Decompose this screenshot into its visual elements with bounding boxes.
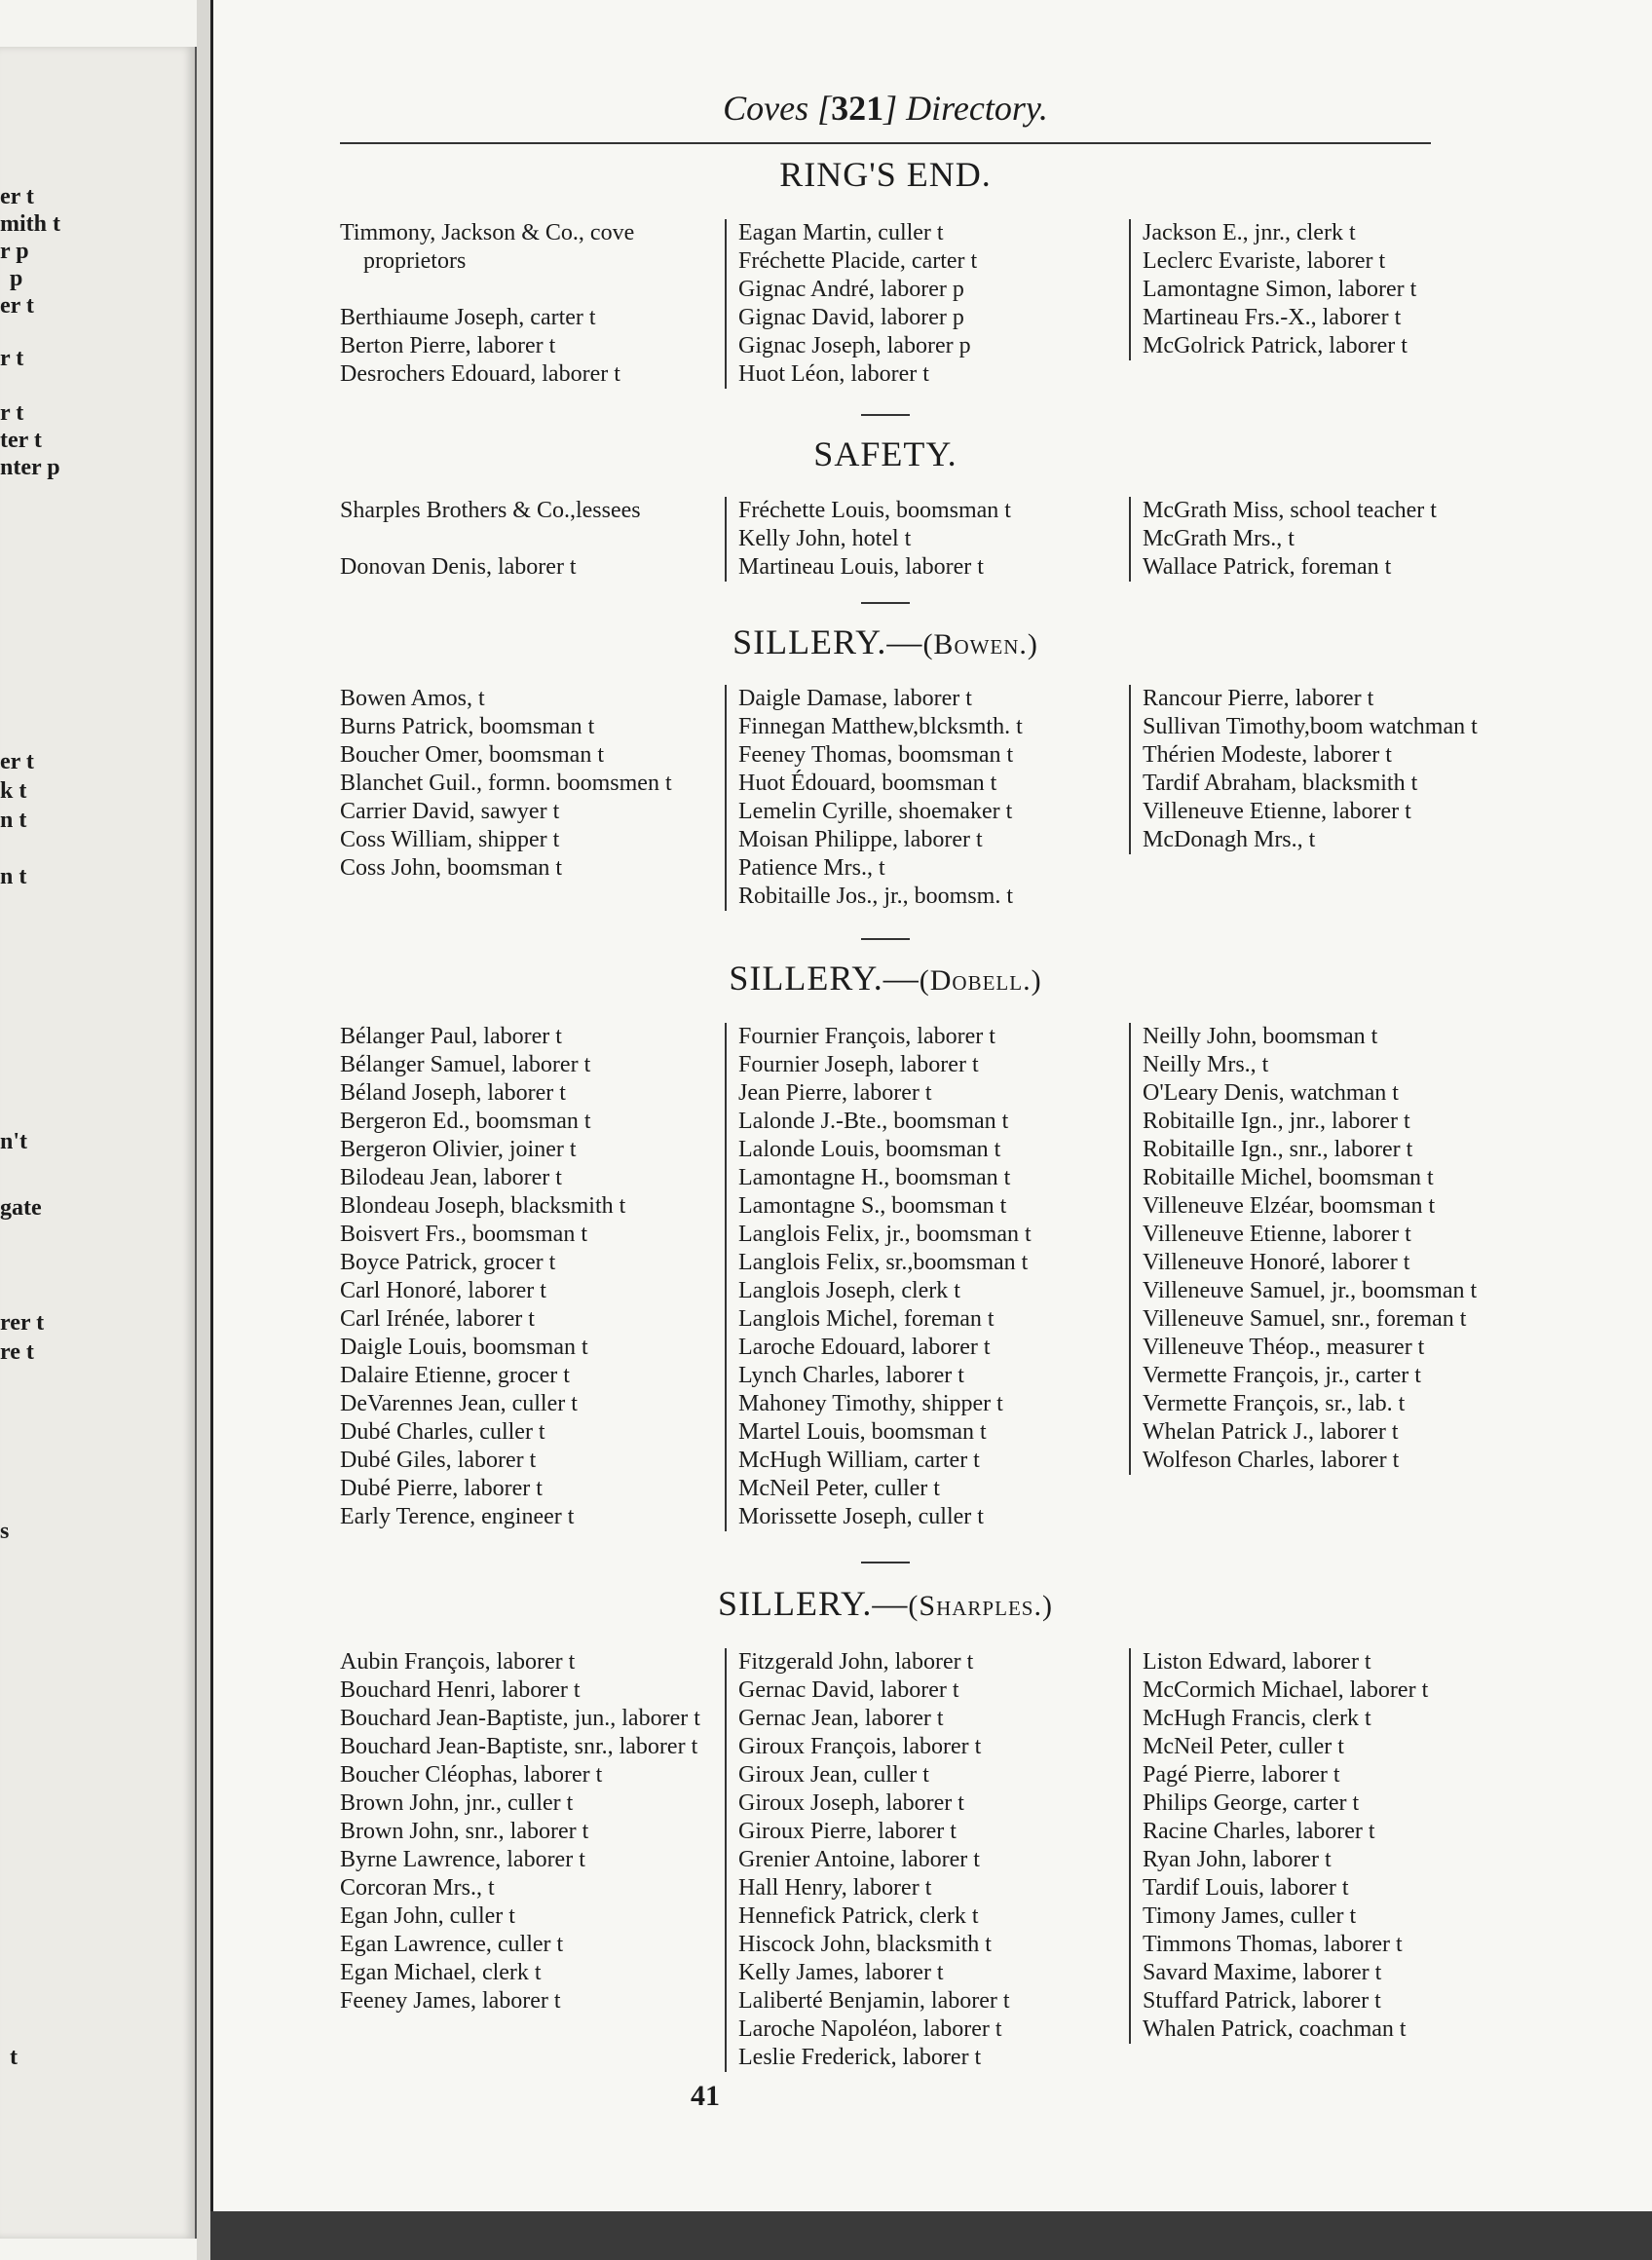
column-1 — [340, 1023, 715, 1531]
directory-entry: Hiscock John, blacksmith t — [738, 1932, 992, 1957]
directory-entry: Mahoney Timothy, shipper t — [738, 1391, 1003, 1416]
directory-entry: Huot Édouard, boomsman t — [738, 771, 997, 796]
directory-entry: Lalonde J.-Bte., boomsman t — [738, 1109, 1009, 1134]
directory-entry: Tardif Abraham, blacksmith t — [1143, 771, 1418, 796]
directory-entry: Boyce Patrick, grocer t — [340, 1250, 556, 1275]
directory-entry: Ryan John, laborer t — [1143, 1847, 1332, 1872]
directory-entry: Giroux François, laborer t — [738, 1734, 982, 1759]
directory-entry: Giroux Pierre, laborer t — [738, 1819, 957, 1844]
directory-entry: McCormich Michael, laborer t — [1143, 1677, 1429, 1703]
directory-entry: Vermette François, sr., lab. t — [1143, 1391, 1406, 1416]
directory-entry: Villeneuve Théop., measurer t — [1143, 1335, 1425, 1360]
directory-entry: Jackson E., jnr., clerk t — [1143, 220, 1356, 245]
directory-entry: DeVarennes Jean, culler t — [340, 1391, 578, 1416]
section-title-rings-end: RING'S END. — [779, 155, 992, 194]
directory-entry: Béland Joseph, laborer t — [340, 1080, 566, 1106]
column-3 — [1129, 219, 1527, 360]
directory-entry: Dubé Giles, laborer t — [340, 1448, 537, 1473]
directory-entry: Neilly John, boomsman t — [1143, 1024, 1378, 1049]
directory-entry: Dubé Charles, culler t — [340, 1419, 545, 1445]
left-fragment: re t — [0, 1339, 34, 1365]
column-3 — [1129, 685, 1527, 854]
left-fragment: rer t — [0, 1310, 45, 1336]
directory-entry: Racine Charles, laborer t — [1143, 1819, 1375, 1844]
directory-entry: Lynch Charles, laborer t — [738, 1363, 964, 1388]
directory-entry: Huot Léon, laborer t — [738, 361, 929, 387]
directory-entry: Carl Irénée, laborer t — [340, 1306, 535, 1332]
directory-entry: Blanchet Guil., formn. boomsmen t — [340, 771, 672, 796]
directory-entry: Timmony, Jackson & Co., cove proprietors — [340, 220, 635, 274]
directory-entry: McGrath Mrs., t — [1143, 526, 1295, 551]
directory-entry: Fournier Joseph, laborer t — [738, 1052, 979, 1077]
book-gutter — [197, 0, 210, 2260]
directory-entry: Carrier David, sawyer t — [340, 799, 560, 824]
scan-bottom-edge — [210, 2211, 1652, 2260]
directory-entry: Lamontagne Simon, laborer t — [1143, 277, 1417, 302]
column-3 — [1129, 1023, 1527, 1475]
directory-entry: Gignac André, laborer p — [738, 277, 964, 302]
directory-entry: Bergeron Ed., boomsman t — [340, 1109, 591, 1134]
directory-entry: Villeneuve Elzéar, boomsman t — [1143, 1193, 1436, 1219]
directory-entry: Robitaille Ign., jnr., laborer t — [1143, 1109, 1410, 1134]
directory-entry: Bowen Amos, t — [340, 686, 485, 711]
left-fragment: er t — [0, 293, 34, 319]
directory-entry: Corcoran Mrs., t — [340, 1875, 495, 1901]
directory-page — [210, 0, 1652, 2260]
directory-entry: Desrochers Edouard, laborer t — [340, 361, 620, 387]
directory-entry: Laliberté Benjamin, laborer t — [738, 1988, 1010, 2014]
header-rule — [340, 142, 1431, 144]
directory-entry: Vermette François, jr., carter t — [1143, 1363, 1421, 1388]
section-divider — [861, 414, 910, 416]
entry-spacer — [340, 276, 715, 304]
directory-entry: McNeil Peter, culler t — [738, 1476, 940, 1501]
left-fragment: mith t — [0, 211, 60, 237]
directory-entry: Laroche Napoléon, laborer t — [738, 2016, 1002, 2042]
directory-entry: Berthiaume Joseph, carter t — [340, 305, 596, 330]
entry-spacer — [340, 525, 715, 553]
left-fragment: er t — [0, 184, 34, 209]
column-3 — [1129, 1648, 1527, 2044]
left-fragment: n t — [0, 864, 27, 889]
directory-entry: Moisan Philippe, laborer t — [738, 827, 983, 852]
column-3 — [1129, 497, 1527, 582]
directory-entry: Blondeau Joseph, blacksmith t — [340, 1193, 626, 1219]
directory-entry: Stuffard Patrick, laborer t — [1143, 1988, 1381, 2014]
section-title-sillery-bowen: SILLERY.—(Bowen.) — [732, 622, 1038, 661]
directory-entry: Villeneuve Etienne, laborer t — [1143, 799, 1411, 824]
column-2 — [725, 219, 1123, 389]
directory-entry: Feeney Thomas, boomsman t — [738, 742, 1014, 768]
directory-entry: Egan Lawrence, culler t — [340, 1932, 564, 1957]
directory-entry: Gernac Jean, laborer t — [738, 1706, 944, 1731]
left-fragment: gate — [0, 1195, 42, 1221]
page-header — [340, 88, 1431, 129]
left-fragment: s — [0, 1519, 10, 1544]
directory-entry: Bilodeau Jean, laborer t — [340, 1165, 562, 1190]
directory-entry: Gignac Joseph, laborer p — [738, 333, 971, 358]
directory-entry: Giroux Jean, culler t — [738, 1762, 929, 1788]
directory-entry: Langlois Michel, foreman t — [738, 1306, 995, 1332]
directory-entry: Aubin François, laborer t — [340, 1649, 576, 1675]
directory-entry: Burns Patrick, boomsman t — [340, 714, 595, 739]
directory-entry: Daigle Damase, laborer t — [738, 686, 972, 711]
directory-entry: Savard Maxime, laborer t — [1143, 1960, 1382, 1985]
left-fragment: r t — [0, 346, 24, 371]
page-number: 41 — [691, 2080, 720, 2112]
directory-entry: Sharples Brothers & Co.,lessees — [340, 498, 641, 523]
directory-entry: Rancour Pierre, laborer t — [1143, 686, 1374, 711]
directory-entry: Pagé Pierre, laborer t — [1143, 1762, 1340, 1788]
directory-entry: Whalen Patrick, coachman t — [1143, 2016, 1407, 2042]
directory-entry: Bélanger Paul, laborer t — [340, 1024, 562, 1049]
directory-entry: Morissette Joseph, culler t — [738, 1504, 984, 1529]
directory-entry: Leclerc Evariste, laborer t — [1143, 248, 1386, 274]
header-prefix: Coves [ — [723, 89, 832, 128]
section-title-sillery-sharples: SILLERY.—(Sharples.) — [718, 1584, 1053, 1623]
left-fragment: k t — [0, 778, 27, 804]
left-fragment: r t — [0, 400, 24, 426]
directory-entry: Philips George, carter t — [1143, 1790, 1360, 1816]
left-fragment: n t — [0, 808, 27, 833]
directory-entry: Villeneuve Honoré, laborer t — [1143, 1250, 1410, 1275]
directory-entry: Kelly John, hotel t — [738, 526, 912, 551]
directory-entry: Villeneuve Samuel, snr., foreman t — [1143, 1306, 1467, 1332]
directory-entry: Bouchard Jean-Baptiste, jun., laborer t — [340, 1706, 700, 1731]
directory-entry: Fréchette Louis, boomsman t — [738, 498, 1011, 523]
directory-entry: Langlois Felix, jr., boomsman t — [738, 1222, 1032, 1247]
directory-entry: Gernac David, laborer t — [738, 1677, 959, 1703]
section-divider — [861, 1562, 910, 1563]
directory-entry: Robitaille Michel, boomsman t — [1143, 1165, 1434, 1190]
directory-entry: Lalonde Louis, boomsman t — [738, 1137, 1001, 1162]
directory-entry: Dubé Pierre, laborer t — [340, 1476, 543, 1501]
directory-entry: Fournier François, laborer t — [738, 1024, 995, 1049]
left-fragment: nter p — [0, 455, 60, 480]
column-2 — [725, 497, 1123, 582]
directory-entry: Martel Louis, boomsman t — [738, 1419, 987, 1445]
column-1 — [340, 685, 715, 883]
directory-entry: Byrne Lawrence, laborer t — [340, 1847, 585, 1872]
directory-entry: McGolrick Patrick, laborer t — [1143, 333, 1408, 358]
directory-entry: Sullivan Timothy,boom watchman t — [1143, 714, 1478, 739]
directory-entry: Boucher Omer, boomsman t — [340, 742, 604, 768]
directory-entry: Brown John, jnr., culler t — [340, 1790, 574, 1816]
directory-entry: Kelly James, laborer t — [738, 1960, 944, 1985]
directory-entry: Martineau Louis, laborer t — [738, 554, 984, 580]
directory-entry: Carl Honoré, laborer t — [340, 1278, 546, 1303]
column-2 — [725, 1023, 1123, 1531]
left-fragment: p — [10, 266, 23, 291]
directory-entry: Egan Michael, clerk t — [340, 1960, 542, 1985]
header-suffix: ] Directory. — [883, 89, 1048, 128]
directory-entry: Timmons Thomas, laborer t — [1143, 1932, 1403, 1957]
directory-entry: Gignac David, laborer p — [738, 305, 964, 330]
directory-entry: Neilly Mrs., t — [1143, 1052, 1269, 1077]
column-1 — [340, 497, 715, 582]
directory-entry: Fréchette Placide, carter t — [738, 248, 978, 274]
section-title-sillery-dobell: SILLERY.—(Dobell.) — [729, 959, 1042, 998]
directory-entry: Whelan Patrick J., laborer t — [1143, 1419, 1399, 1445]
section-divider — [861, 602, 910, 604]
directory-entry: Giroux Joseph, laborer t — [738, 1790, 964, 1816]
directory-entry: Early Terence, engineer t — [340, 1504, 575, 1529]
directory-entry: Feeney James, laborer t — [340, 1988, 561, 2014]
directory-entry: Liston Edward, laborer t — [1143, 1649, 1371, 1675]
directory-entry: Lamontagne H., boomsman t — [738, 1165, 1011, 1190]
directory-entry: Lemelin Cyrille, shoemaker t — [738, 799, 1013, 824]
directory-entry: Boucher Cléophas, laborer t — [340, 1762, 603, 1788]
left-fragment: er t — [0, 749, 34, 774]
directory-entry: Coss William, shipper t — [340, 827, 560, 852]
directory-entry: Wolfeson Charles, laborer t — [1143, 1448, 1400, 1473]
directory-entry: Lamontagne S., boomsman t — [738, 1193, 1007, 1219]
directory-entry: Donovan Denis, laborer t — [340, 554, 577, 580]
left-fragment: n't — [0, 1129, 28, 1154]
directory-entry: McHugh Francis, clerk t — [1143, 1706, 1371, 1731]
directory-entry: Boisvert Frs., boomsman t — [340, 1222, 588, 1247]
column-2 — [725, 685, 1123, 911]
directory-entry: Grenier Antoine, laborer t — [738, 1847, 980, 1872]
directory-entry: Leslie Frederick, laborer t — [738, 2045, 982, 2070]
directory-entry: Thérien Modeste, laborer t — [1143, 742, 1392, 768]
directory-entry: Bouchard Henri, laborer t — [340, 1677, 581, 1703]
directory-entry: Brown John, snr., laborer t — [340, 1819, 589, 1844]
column-2 — [725, 1648, 1123, 2072]
directory-entry: Langlois Joseph, clerk t — [738, 1278, 960, 1303]
left-page-margin — [0, 47, 197, 2239]
directory-entry: Dalaire Etienne, grocer t — [340, 1363, 570, 1388]
directory-entry: Wallace Patrick, foreman t — [1143, 554, 1392, 580]
section-title-safety: SAFETY. — [813, 434, 957, 473]
left-fragment: ter t — [0, 428, 42, 453]
directory-entry: Langlois Felix, sr.,boomsman t — [738, 1250, 1029, 1275]
directory-entry: Daigle Louis, boomsman t — [340, 1335, 588, 1360]
directory-entry: McNeil Peter, culler t — [1143, 1734, 1344, 1759]
directory-entry: Egan John, culler t — [340, 1903, 515, 1929]
directory-entry: O'Leary Denis, watchman t — [1143, 1080, 1399, 1106]
directory-entry: Hall Henry, laborer t — [738, 1875, 932, 1901]
directory-entry: Coss John, boomsman t — [340, 855, 563, 881]
directory-entry: Laroche Edouard, laborer t — [738, 1335, 991, 1360]
column-1 — [340, 219, 715, 389]
directory-entry: Robitaille Jos., jr., boomsm. t — [738, 884, 1014, 909]
directory-entry: Bergeron Olivier, joiner t — [340, 1137, 577, 1162]
left-fragment: r p — [0, 239, 29, 264]
directory-entry: Finnegan Matthew,blcksmth. t — [738, 714, 1023, 739]
directory-entry: Timony James, culler t — [1143, 1903, 1357, 1929]
directory-entry: Fitzgerald John, laborer t — [738, 1649, 974, 1675]
directory-entry: Villeneuve Etienne, laborer t — [1143, 1222, 1411, 1247]
directory-entry: Martineau Frs.-X., laborer t — [1143, 305, 1402, 330]
directory-entry: McHugh William, carter t — [738, 1448, 980, 1473]
directory-entry: Patience Mrs., t — [738, 855, 885, 881]
directory-entry: Villeneuve Samuel, jr., boomsman t — [1143, 1278, 1478, 1303]
directory-entry: Bouchard Jean-Baptiste, snr., laborer t — [340, 1734, 698, 1759]
directory-entry: Eagan Martin, culler t — [738, 220, 944, 245]
directory-entry: Robitaille Ign., snr., laborer t — [1143, 1137, 1413, 1162]
directory-entry: McDonagh Mrs., t — [1143, 827, 1316, 852]
column-1 — [340, 1648, 715, 2015]
left-fragment: t — [10, 2045, 18, 2070]
directory-entry: McGrath Miss, school teacher t — [1143, 498, 1437, 523]
header-page-number: 321 — [831, 89, 884, 128]
directory-entry: Bélanger Samuel, laborer t — [340, 1052, 591, 1077]
section-divider — [861, 938, 910, 940]
directory-entry: Jean Pierre, laborer t — [738, 1080, 932, 1106]
directory-entry: Hennefick Patrick, clerk t — [738, 1903, 979, 1929]
directory-entry: Tardif Louis, laborer t — [1143, 1875, 1349, 1901]
directory-entry: Berton Pierre, laborer t — [340, 333, 556, 358]
